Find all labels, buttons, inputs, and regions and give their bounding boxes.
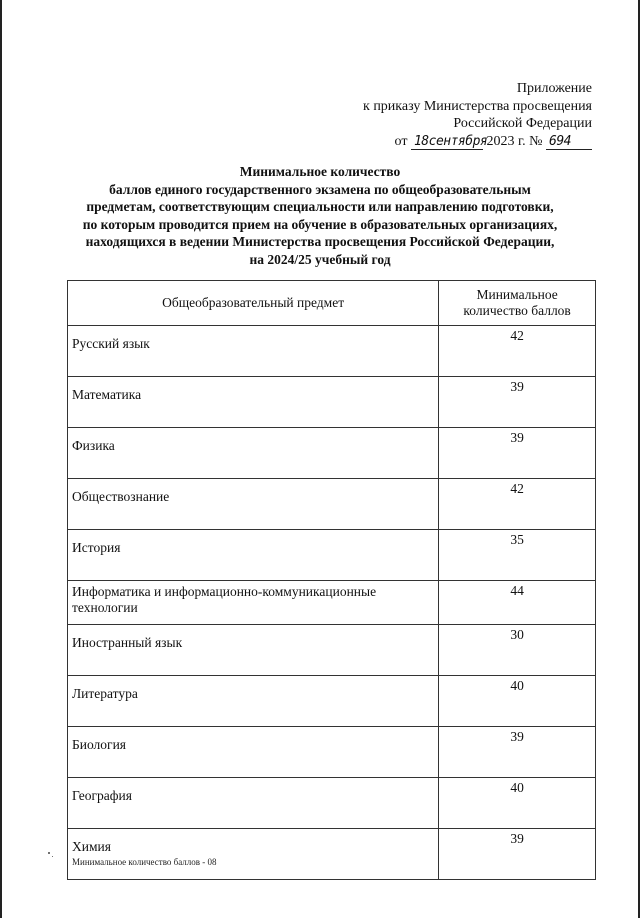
score-cell: 30 [439, 625, 596, 676]
scores-table [67, 280, 596, 880]
subject-cell: Химия [68, 829, 439, 880]
footer-note: Минимальное количество баллов - 08 [72, 857, 217, 867]
title-line-2: баллов единого государственного экзамена по общеобразовательным [109, 181, 531, 197]
handwritten-date: 18сентября [411, 135, 483, 150]
federation-name: Российской Федерации [453, 116, 592, 131]
subject-cell: Физика [68, 428, 439, 479]
subject-cell: Обществознание [68, 479, 439, 530]
subject-cell [68, 581, 439, 625]
document-title [60, 163, 580, 268]
subject-cell: Биология [68, 727, 439, 778]
appendix-header [292, 80, 592, 150]
table-row [68, 326, 596, 377]
handwritten-order-number: 694 [546, 135, 592, 150]
subject-line-1: Информатика и информационно-коммуникационные [72, 584, 377, 599]
table-row [68, 676, 596, 727]
header-score-line-1: Минимальное [476, 287, 558, 302]
table-row [68, 829, 596, 880]
title-line-1: Минимальное количество [239, 164, 401, 179]
header-score-line-2: количество баллов [463, 303, 571, 318]
table-row [68, 727, 596, 778]
table-row [68, 428, 596, 479]
score-cell: 39 [439, 727, 596, 778]
subject-cell: Русский язык [68, 326, 439, 377]
table-row [68, 778, 596, 829]
title-line-3: предметам, соответствующим специальности или направлению подготовки, [86, 199, 554, 214]
appendix-label: Приложение [516, 81, 592, 96]
table-row [68, 479, 596, 530]
subject-cell: География [68, 778, 439, 829]
score-cell: 35 [439, 530, 596, 581]
score-cell: 39 [439, 829, 596, 880]
header-min-score [439, 281, 596, 326]
score-cell: 40 [439, 676, 596, 727]
score-cell: 39 [439, 377, 596, 428]
score-cell: 40 [439, 778, 596, 829]
subject-cell: История [68, 530, 439, 581]
subject-line-2: технологии [72, 600, 138, 615]
score-cell: 39 [439, 428, 596, 479]
table-row [68, 625, 596, 676]
title-line-6: на 2024/25 учебный год [249, 251, 391, 267]
title-line-5: находящихся в ведении Министерства просвещения Российской Федерации, [85, 234, 555, 249]
scan-speck [48, 852, 50, 854]
scan-speck [52, 856, 53, 857]
subject-cell: Литература [68, 676, 439, 727]
table-row [68, 530, 596, 581]
table-row [68, 377, 596, 428]
table-row [68, 581, 596, 625]
order-date-line [292, 133, 592, 151]
score-cell: 44 [439, 581, 596, 625]
year-text: 2023 г. № [486, 133, 543, 149]
title-line-4: по которым проводится прием на обучение в образовательных организациях, [82, 216, 558, 232]
table-header-row [68, 281, 596, 326]
subject-cell: Иностранный язык [68, 625, 439, 676]
score-cell: 42 [439, 479, 596, 530]
order-reference: к приказу Министерства просвещения [363, 98, 592, 114]
header-subject: Общеобразовательный предмет [68, 281, 439, 326]
subject-cell: Математика [68, 377, 439, 428]
score-cell: 42 [439, 326, 596, 377]
from-prefix: от [394, 133, 408, 149]
